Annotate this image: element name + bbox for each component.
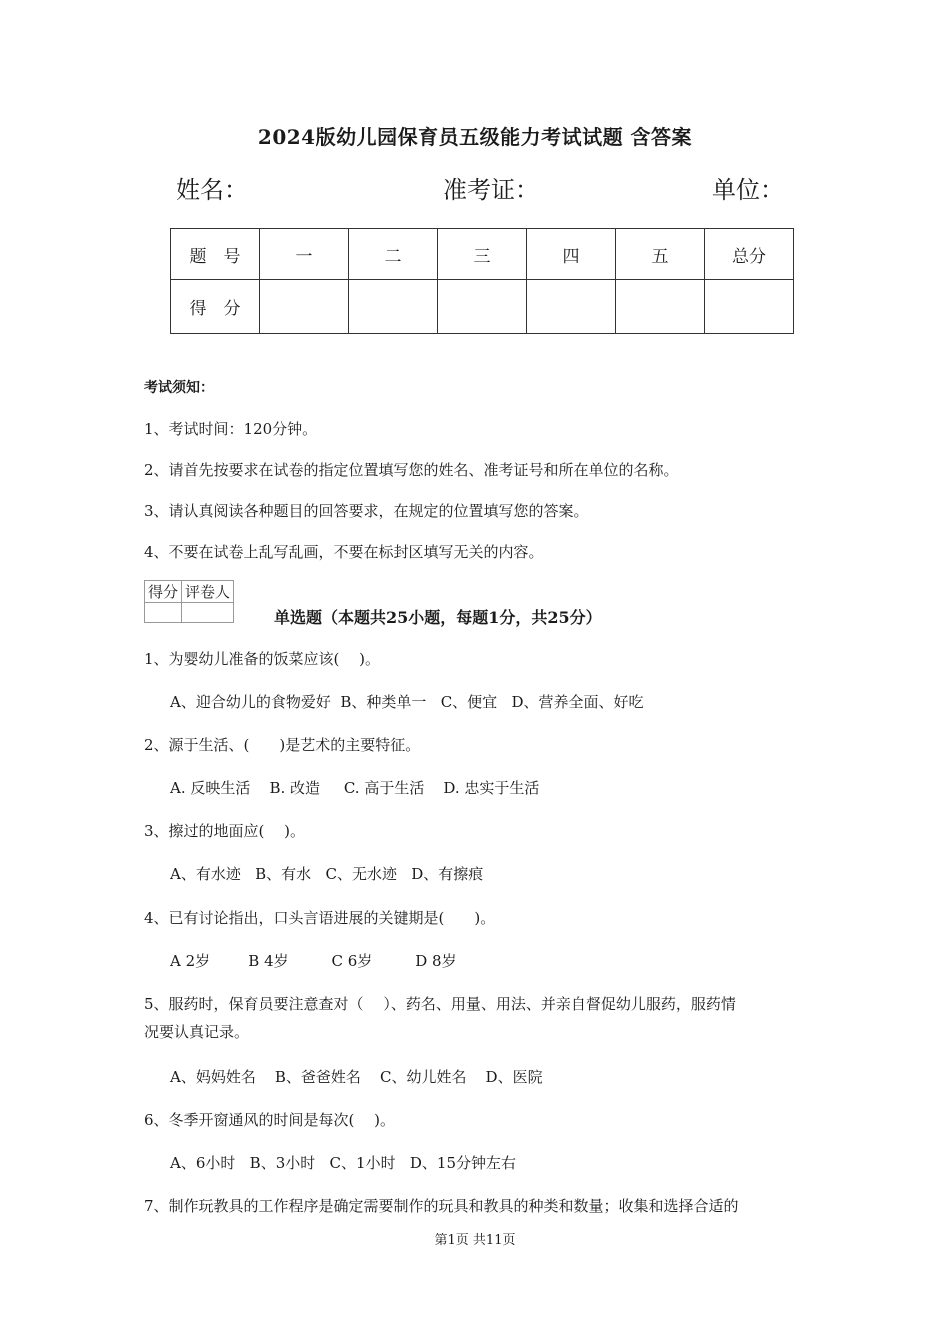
question-options: A、迎合幼儿的食物爱好 B、种类单一 C、便宜 D、营养全面、好吃	[170, 693, 644, 711]
question-options: A、6小时 B、3小时 C、1小时 D、15分钟左右	[170, 1154, 516, 1172]
score-header-cell: 一	[260, 229, 349, 280]
exam-id-field-label: 准考证：	[443, 176, 539, 204]
page-footer: 第1页 共11页	[434, 1233, 516, 1248]
question-text: 1、为婴幼儿准备的饭菜应该( )。	[144, 650, 381, 668]
question-options: A、妈妈姓名 B、爸爸姓名 C、幼儿姓名 D、医院	[170, 1068, 543, 1086]
score-cell	[616, 280, 705, 334]
score-row-label: 得 分	[171, 280, 260, 334]
score-header-cell: 四	[527, 229, 616, 280]
question-options: A 2岁 B 4岁 C 6岁 D 8岁	[170, 952, 457, 970]
question-text: 2、源于生活、( )是艺术的主要特征。	[144, 736, 421, 754]
unit-field-label: 单位：	[712, 176, 784, 204]
notice-heading: 考试须知：	[144, 380, 214, 396]
question-text: 6、冬季开窗通风的时间是每次( )。	[144, 1111, 396, 1129]
notice-item: 4、不要在试卷上乱写乱画，不要在标封区填写无关的内容。	[144, 543, 544, 561]
grader-score-cell	[145, 603, 182, 623]
score-cell	[527, 280, 616, 334]
score-cell	[438, 280, 527, 334]
grader-reviewer-label: 评卷人	[182, 581, 234, 603]
score-header-cell: 五	[616, 229, 705, 280]
question-text-continued: 况要认真记录。	[144, 1023, 250, 1041]
grader-box	[144, 580, 234, 623]
score-table-score-row	[171, 280, 794, 334]
score-table	[170, 228, 794, 334]
notice-item: 1、考试时间：120分钟。	[144, 420, 318, 438]
score-header-cell: 题 号	[171, 229, 260, 280]
score-header-cell: 总分	[705, 229, 794, 280]
section-title: 单选题（本题共25小题，每题1分，共25分）	[274, 608, 602, 627]
score-table-header-row	[171, 229, 794, 280]
score-cell	[705, 280, 794, 334]
notice-item: 3、请认真阅读各种题目的回答要求，在规定的位置填写您的答案。	[144, 502, 589, 520]
grader-reviewer-cell	[182, 603, 234, 623]
score-header-cell: 三	[438, 229, 527, 280]
score-header-cell: 二	[349, 229, 438, 280]
question-text: 7、制作玩教具的工作程序是确定需要制作的玩具和教具的种类和数量；收集和选择合适的	[144, 1197, 739, 1215]
question-options: A、有水迹 B、有水 C、无水迹 D、有擦痕	[170, 865, 484, 883]
question-text: 4、已有讨论指出，口头言语进展的关键期是( )。	[144, 909, 496, 927]
notice-item: 2、请首先按要求在试卷的指定位置填写您的姓名、准考证号和所在单位的名称。	[144, 461, 679, 479]
question-options: A. 反映生活 B. 改造 C. 高于生活 D. 忠实于生活	[170, 779, 540, 797]
score-cell	[260, 280, 349, 334]
question-text: 3、擦过的地面应( )。	[144, 822, 306, 840]
score-cell	[349, 280, 438, 334]
name-field-label: 姓名：	[176, 176, 248, 204]
page-title: 2024版幼儿园保育员五级能力考试试题 含答案	[257, 125, 693, 149]
grader-score-label: 得分	[145, 581, 182, 603]
question-text: 5、服药时，保育员要注意查对（ ）、药名、用量、用法、并亲自督促幼儿服药，服药情	[144, 995, 736, 1013]
